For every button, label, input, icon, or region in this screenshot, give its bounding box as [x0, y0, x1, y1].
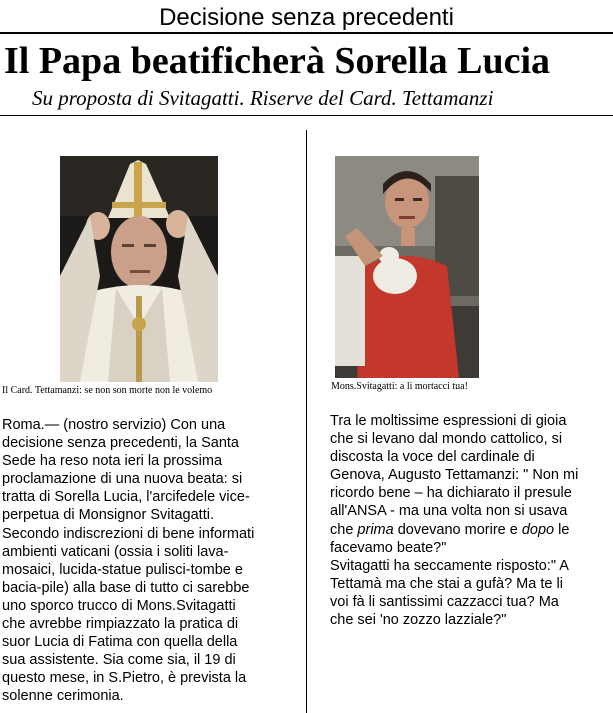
body-line: Tettamà ma che stai a gufà? Ma te li — [330, 575, 563, 592]
body-line: questo mese, in S.Pietro, è prevista la — [2, 670, 247, 687]
body-line: Roma.— (nostro servizio) Con una — [2, 417, 226, 433]
subheadline: Su proposta di Svitagatti. Riserve del Card. Tettamanzi — [32, 86, 494, 110]
body-line: solenne cerimonia. — [2, 688, 124, 705]
column-divider — [306, 130, 307, 713]
body-text-run: dovevano morire e — [393, 521, 522, 538]
body-line: Genova, Augusto Tettamanzi: " Non mi — [330, 467, 579, 484]
article-body-right — [330, 412, 612, 629]
body-line: Secondo indiscrezioni di bene informati — [2, 525, 255, 542]
body-line: tratta di Sorella Lucia, l'arcifedele vice- — [2, 489, 250, 506]
monsignor-photo — [335, 156, 479, 378]
body-line: sua assistente. Sia come sia, il 19 di — [2, 652, 236, 669]
body-line: ambienti vaticani (ossia i soliti lava- — [2, 543, 229, 560]
headline: Il Papa beatificherà Sorella Lucia — [4, 40, 551, 82]
emphasis-dopo: dopo — [521, 521, 555, 538]
top-rule — [0, 32, 613, 34]
body-text-run: che — [330, 521, 358, 538]
emphasis-prima: prima — [357, 521, 394, 538]
body-line — [330, 521, 612, 539]
body-line: che si levano dal mondo cattolico, si — [330, 431, 563, 448]
body-line: proclamazione di una nuova beata: si — [2, 471, 243, 488]
body-line: perpetua di Monsignor Svitagatti. — [2, 507, 214, 524]
body-line: bacia-pile) alla base di tutto ci sarebbe — [2, 579, 250, 596]
monsignor-photo-caption: Mons.Svitagatti: a li mortacci tua! — [331, 381, 468, 392]
cardinal-portrait-icon — [60, 156, 218, 382]
body-line: suor Lucia di Fatima con quella della — [2, 634, 238, 651]
body-line: che avrebbe rimpiazzato la pratica di — [2, 616, 239, 633]
body-line: mosaici, lucida-statue pulisci-tombe e — [2, 561, 243, 578]
cardinal-photo-caption: Il Card. Tettamanzi: se non son morte non le volemo — [2, 385, 213, 396]
kicker-title: Decisione senza precedenti — [159, 4, 454, 31]
body-line: Sede ha reso nota ieri la prossima — [2, 453, 223, 470]
body-line: che sei 'no zozzo lazziale?" — [330, 612, 507, 629]
body-line: decisione senza precedenti, la Santa — [2, 435, 239, 452]
body-line: voi fà li santissimi cazzacci tua? Ma — [330, 593, 559, 610]
body-line: Svitagatti ha seccamente risposto:" A — [330, 557, 569, 574]
body-line: Tra le moltissime espressioni di gioia — [330, 413, 567, 429]
body-line: discosta la voce del cardinale di — [330, 449, 535, 466]
body-line: ricordo bene – ha dichiarato il presule — [330, 485, 572, 502]
body-line: facevamo beate?" — [330, 539, 447, 556]
body-line: all'ANSA - ma una volta non si usava — [330, 503, 568, 520]
monsignor-portrait-icon — [335, 156, 479, 378]
cardinal-photo — [60, 156, 218, 382]
body-text-run: le — [554, 521, 570, 538]
article-body-left — [2, 416, 302, 706]
header-rule — [0, 115, 613, 116]
body-line: uno sporco trucco di Mons.Svitagatti — [2, 597, 236, 614]
